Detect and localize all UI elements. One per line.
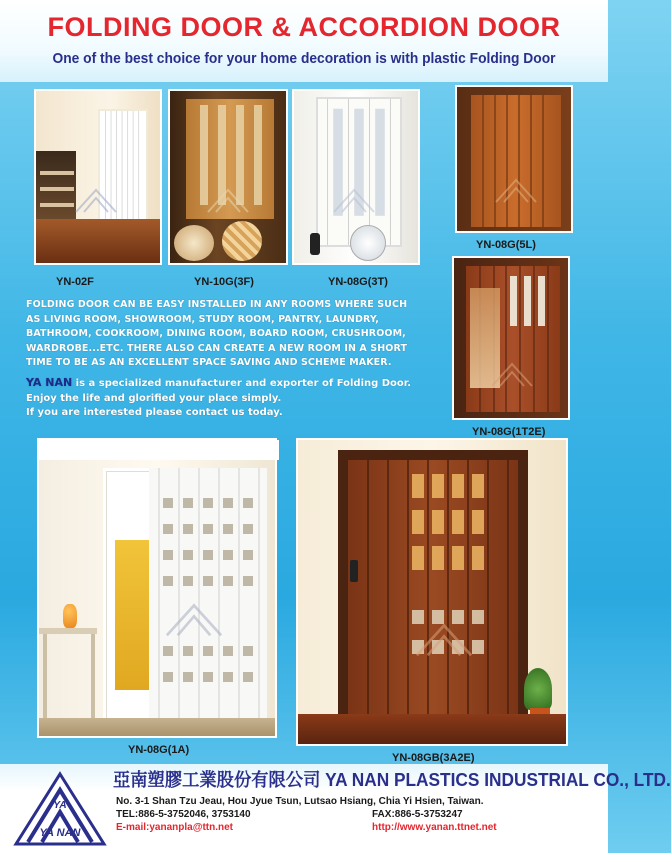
house-roof-logo-icon [206,186,250,214]
description-text [26,298,446,371]
house-roof-logo-icon [164,600,224,638]
product-photo-yn-08g-1a [37,438,277,738]
house-roof-logo-icon [414,620,474,658]
product-code-yn-02f: YN-02F [56,276,94,288]
product-photo-yn-02f [34,89,162,265]
company-tel: TEL:886-5-3752046, 3753140 [116,809,251,820]
product-code-yn-08gb-3a2e: YN-08GB(3A2E) [392,752,475,764]
page-subtitle: One of the best choice for your home decoration is with plastic Folding Door [52,50,556,67]
ya-nan-logo-icon [14,770,106,848]
intro-line-1: is a specialized manufacturer and exporter of Folding Door. [72,378,412,389]
product-photo-yn-08g-5l [455,85,573,233]
description-line: BATHROOM, COOKROOM, DINING ROOM, BOARD ROOM, CRUSHROOM, [26,328,406,340]
product-photo-yn-08g-1t2e [452,256,570,420]
product-code-yn-08g-1t2e: YN-08G(1T2E) [472,426,546,438]
product-photo-yn-08g-3t [292,89,420,265]
description-line: WARDROBE...ETC. THERE ALSO CAN CREATE A NEW ROOM IN A SHORT [26,342,408,354]
company-email[interactable]: E-mail:yananpla@ttn.net [116,822,233,833]
house-roof-logo-icon [490,360,534,388]
company-intro [26,376,456,421]
company-fax: FAX:886-5-3753247 [372,809,463,820]
description-line: FOLDING DOOR CAN BE EASY INSTALLED IN ANY ROOMS WHERE SUCH [26,299,408,310]
product-code-yn-10g-3f: YN-10G(3F) [194,276,254,288]
page-title: FOLDING DOOR & ACCORDION DOOR [47,12,561,42]
house-roof-logo-icon [74,186,118,214]
intro-line-2: Enjoy the life and glorified your place simply. [26,392,282,404]
description-line: AS LIVING ROOM, SHOWROOM, STUDY ROOM, PANTRY, LAUNDRY, [26,313,379,325]
house-roof-logo-icon [494,176,538,204]
product-photo-yn-08gb-3a2e [296,438,568,746]
company-name: 亞南塑膠工業股份有限公司 YA NAN PLASTICS INDUSTRIAL CO., LTD. [113,770,671,790]
description-line: TIME TO BE AS AN EXCELLENT SPACE SAVING AND SCHEME MAKER. [26,357,392,369]
company-website[interactable]: http://www.yanan.ttnet.net [372,822,497,833]
brand-name: YA NAN [26,376,73,389]
house-roof-logo-icon [332,186,376,214]
svg-text:YA: YA [53,800,67,811]
product-photo-yn-10g-3f [168,89,288,265]
company-address: No. 3-1 Shan Tzu Jeau, Hou Jyue Tsun, Lutsao Hsiang, Chia Yi Hsien, Taiwan. [116,796,484,807]
product-code-yn-08g-5l: YN-08G(5L) [476,239,536,251]
product-code-yn-08g-1a: YN-08G(1A) [128,744,190,756]
product-code-yn-08g-3t: YN-08G(3T) [328,276,388,288]
svg-text:YA NAN: YA NAN [39,827,81,839]
intro-line-3: If you are interested please contact us today. [26,407,283,418]
